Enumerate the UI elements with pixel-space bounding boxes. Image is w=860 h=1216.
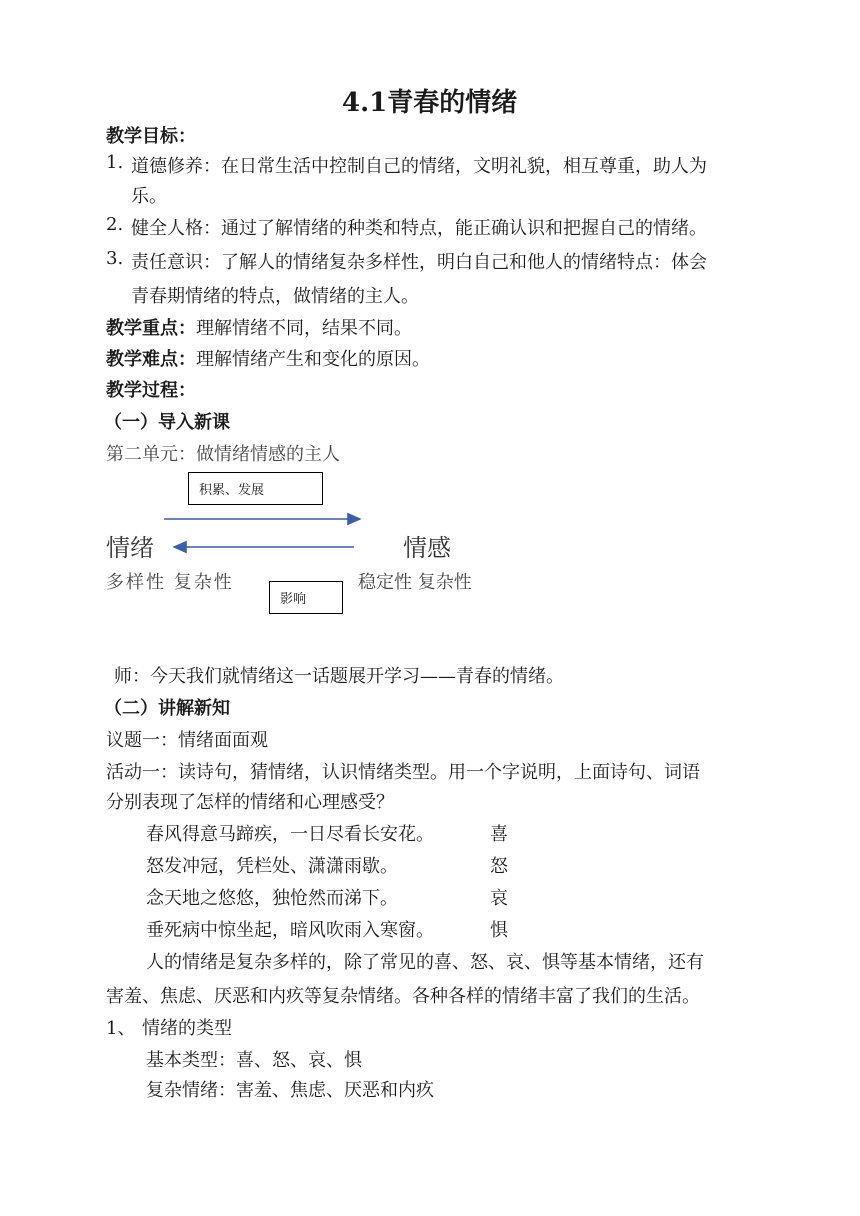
difficulty — [106, 345, 430, 371]
teacher-line: 师：今天我们就情绪这一话题展开学习——青春的情绪。 — [114, 666, 564, 687]
basic-types: 基本类型：喜、怒、哀、惧 — [146, 1050, 362, 1071]
diagram-feeling-traits: 稳定性 复杂性 — [358, 572, 472, 593]
objective-3-line1: 责任意识：了解人的情绪复杂多样性，明白自己和他人的情绪特点：体会 — [131, 252, 707, 273]
poem-3: 念天地之悠悠，独怆然而涕下。 — [146, 888, 398, 909]
page-title: 4.1青春的情绪 — [342, 88, 518, 118]
paragraph-line2: 害羞、焦虑、厌恶和内疚等复杂情绪。各种各样的情绪丰富了我们的生活。 — [106, 986, 700, 1007]
diagram-box-accumulate: 积累、发展 — [188, 472, 323, 505]
key-point — [106, 314, 412, 340]
objective-2-number: 2. — [106, 214, 124, 235]
poem-3-emotion: 哀 — [490, 888, 508, 909]
poem-1-emotion: 喜 — [490, 824, 508, 845]
section2-heading: （二）讲解新知 — [104, 698, 230, 719]
objective-3-number: 3. — [106, 248, 124, 269]
diagram-box-influence: 影响 — [269, 581, 343, 614]
diagram-emotion-word: 情绪 — [106, 534, 154, 562]
complex-types: 复杂情绪：害羞、焦虑、厌恶和内疚 — [146, 1080, 434, 1101]
activity-line1: 活动一：读诗句，猜情绪，认识情绪类型。用一个字说明，上面诗句、词语 — [106, 762, 700, 783]
difficulty-label: 教学难点： — [106, 349, 196, 370]
key-point-text: 理解情绪不同，结果不同。 — [196, 318, 412, 339]
activity-line2: 分别表现了怎样的情绪和心理感受？ — [106, 792, 394, 813]
objective-1-line1: 道德修养：在日常生活中控制自己的情绪，文明礼貌，相互尊重，助人为 — [131, 156, 707, 177]
process-heading: 教学过程： — [106, 380, 196, 401]
topic-line: 议题一：情绪面面观 — [106, 730, 268, 751]
poem-2-emotion: 怒 — [490, 856, 508, 877]
objectives-heading: 教学目标： — [106, 126, 196, 147]
key-point-label: 教学重点： — [106, 318, 196, 339]
objective-1-line2: 乐。 — [131, 186, 167, 207]
objective-2-line1: 健全人格：通过了解情绪的种类和特点，能正确认识和把握自己的情绪。 — [131, 218, 707, 239]
poem-1: 春风得意马蹄疾，一日尽看长安花。 — [146, 824, 434, 845]
poem-2: 怒发冲冠，凭栏处、潇潇雨歇。 — [146, 856, 398, 877]
poem-4-emotion: 惧 — [490, 920, 508, 941]
paragraph-line1: 人的情绪是复杂多样的，除了常见的喜、怒、哀、惧等基本情绪，还有 — [146, 952, 704, 973]
objective-3-line2: 青春期情绪的特点，做情绪的主人。 — [131, 286, 419, 307]
diagram-feeling-word: 情感 — [403, 534, 451, 562]
types-heading: 情绪的类型 — [142, 1018, 232, 1039]
unit-line: 第二单元：做情绪情感的主人 — [106, 444, 340, 465]
types-heading-number: 1、 — [106, 1018, 136, 1039]
objective-1-number: 1. — [106, 152, 124, 173]
section1-heading: （一）导入新课 — [104, 412, 230, 433]
diagram-emotion-traits: 多样性 复杂性 — [106, 572, 234, 593]
poem-4: 垂死病中惊坐起，暗风吹雨入寒窗。 — [146, 920, 434, 941]
diagram-arrows — [160, 510, 370, 556]
difficulty-text: 理解情绪产生和变化的原因。 — [196, 349, 430, 370]
